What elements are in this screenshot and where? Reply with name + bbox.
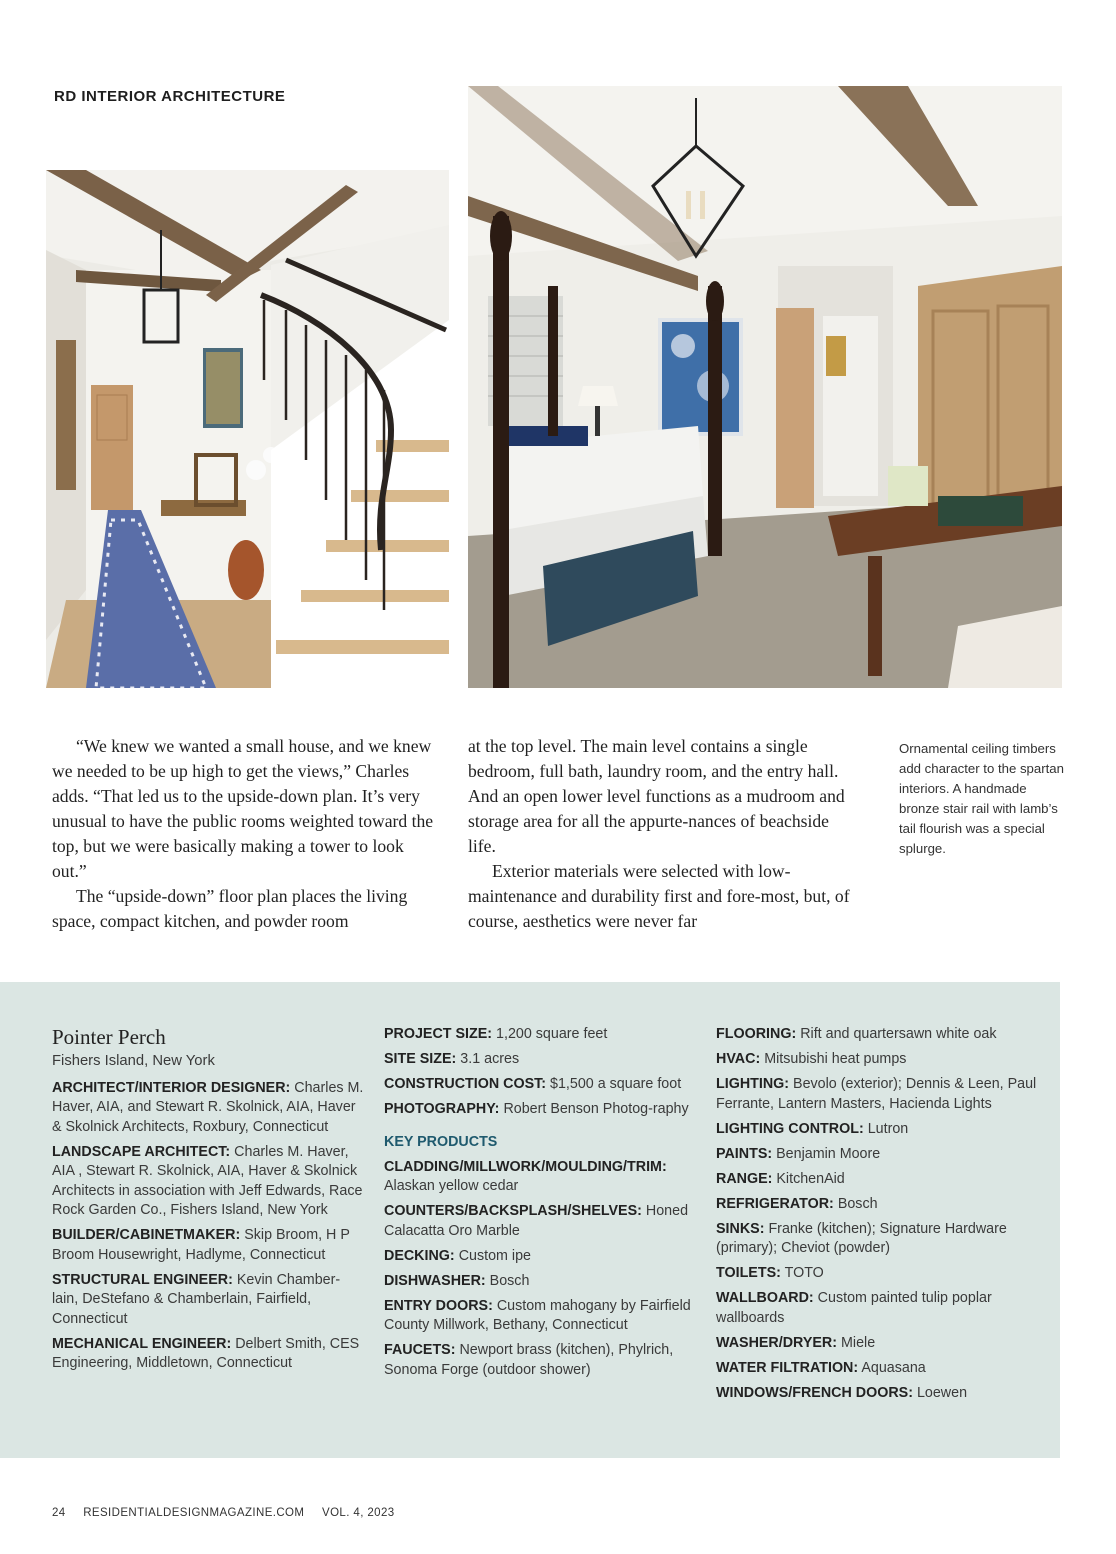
credit-entry: BUILDER/CABINETMAKER: Skip Broom, H P Broom Housewright, Hadlyme, Connecticut [52, 1227, 350, 1263]
credit-entry: REFRIGERATOR: Bosch [716, 1195, 878, 1212]
credit-entry: COUNTERS/BACKSPLASH/SHELVES: Honed Calacatta Oro Marble [384, 1203, 689, 1239]
section-label: RD INTERIOR ARCHITECTURE [54, 88, 286, 105]
credit-entry: FAUCETS: Newport brass (kitchen), Phylrich, Sonoma Forge (outdoor shower) [384, 1342, 674, 1378]
credit-entry: DECKING: Custom ipe [384, 1247, 531, 1264]
credit-entry: CONSTRUCTION COST: $1,500 a square foot [384, 1076, 682, 1092]
key-products-heading: KEY PRODUCTS [384, 1133, 498, 1150]
credit-entry: DISHWASHER: Bosch [384, 1272, 530, 1289]
credit-entry: WALLBOARD: Custom painted tulip poplar wallboards [716, 1290, 992, 1326]
credit-entry: STRUCTURAL ENGINEER: Kevin Chamber-lain, DeStefano & Chamberlain, Fairfield, Connecticut [52, 1271, 341, 1327]
page-footer [52, 1507, 409, 1519]
credit-entry: PHOTOGRAPHY: Robert Benson Photog-raphy [384, 1101, 689, 1117]
credit-entry: LIGHTING CONTROL: Lutron [716, 1120, 909, 1137]
credit-entry: MECHANICAL ENGINEER: Delbert Smith, CES Engineering, Middletown, Connecticut [52, 1335, 360, 1371]
project-name: Pointer Perch [52, 1025, 166, 1049]
article-column-2 [468, 734, 853, 934]
credits-column-2 [384, 1025, 699, 1386]
page-number: 24 [52, 1507, 66, 1519]
credit-entry: PAINTS: Benjamin Moore [716, 1145, 881, 1162]
credits-column-3 [716, 1025, 1046, 1409]
hallway-photo [46, 170, 449, 688]
bedroom-illustration [468, 86, 1062, 688]
credit-entry: ENTRY DOORS: Custom mahogany by Fairfield County Millwork, Bethany, Connecticut [384, 1297, 691, 1333]
bedroom-photo [468, 86, 1062, 688]
credit-entry: ARCHITECT/INTERIOR DESIGNER: Charles M. Haver, AIA, and Stewart R. Skolnick, AIA, Haver & Skolnick Architects, Roxbury, Connecticut [52, 1079, 364, 1135]
credit-entry: LANDSCAPE ARCHITECT: Charles M. Haver, AIA , Stewart R. Skolnick, AIA, Haver & Skolnick Architects in association with Jeff Edwards, Race Rock Garden Co., Fishers Island, New York [52, 1143, 363, 1218]
article-paragraph: “We knew we wanted a small house, and we knew we needed to be up high to get the views,” Charles adds. “That led us to the upside-down plan. It’s very unusual to have the public rooms weighted toward the top, but we were basically making a tower to look out.” [52, 736, 434, 881]
hallway-illustration [46, 170, 449, 688]
credit-entry: WASHER/DRYER: Miele [716, 1334, 876, 1351]
project-location: Fishers Island, New York [52, 1053, 215, 1069]
credit-entry: TOILETS: TOTO [716, 1265, 824, 1281]
article-column-1 [52, 734, 437, 934]
photo-caption: Ornamental ceiling timbers add character to the spartan interiors. A handmade bronze stair rail with lamb’s tail flourish was a special splurge. [899, 741, 1064, 856]
credit-entry: RANGE: KitchenAid [716, 1170, 845, 1187]
website-link[interactable]: RESIDENTIALDESIGNMAGAZINE.COM [83, 1507, 305, 1519]
credit-entry: WATER FILTRATION: Aquasana [716, 1359, 926, 1376]
credit-entry: FLOORING: Rift and quartersawn white oak [716, 1026, 997, 1042]
credit-entry: WINDOWS/FRENCH DOORS: Loewen [716, 1384, 968, 1401]
credit-entry: SITE SIZE: 3.1 acres [384, 1051, 520, 1067]
article-paragraph: Exterior materials were selected with low-maintenance and durability first and fore-most, but, of course, aesthetics were never far [468, 861, 850, 931]
credit-entry: LIGHTING: Bevolo (exterior); Dennis & Leen, Paul Ferrante, Lantern Masters, Hacienda Lights [716, 1076, 1037, 1112]
article-paragraph: The “upside-down” floor plan places the living space, compact kitchen, and powder room [52, 886, 408, 931]
volume-label: VOL. 4, 2023 [322, 1507, 395, 1519]
credits-column-1 [52, 1025, 364, 1379]
credit-entry: HVAC: Mitsubishi heat pumps [716, 1051, 907, 1067]
credit-entry: PROJECT SIZE: 1,200 square feet [384, 1026, 608, 1042]
article-paragraph: at the top level. The main level contains a single bedroom, full bath, laundry room, and the entry hall. And an open lower level functions as a mudroom and storage area for all the appurte-nances of beachside life. [468, 736, 845, 856]
credit-entry: CLADDING/MILLWORK/MOULDING/TRIM: Alaskan yellow cedar [384, 1158, 667, 1194]
credit-entry: SINKS: Franke (kitchen); Signature Hardware (primary); Cheviot (powder) [716, 1220, 1007, 1256]
